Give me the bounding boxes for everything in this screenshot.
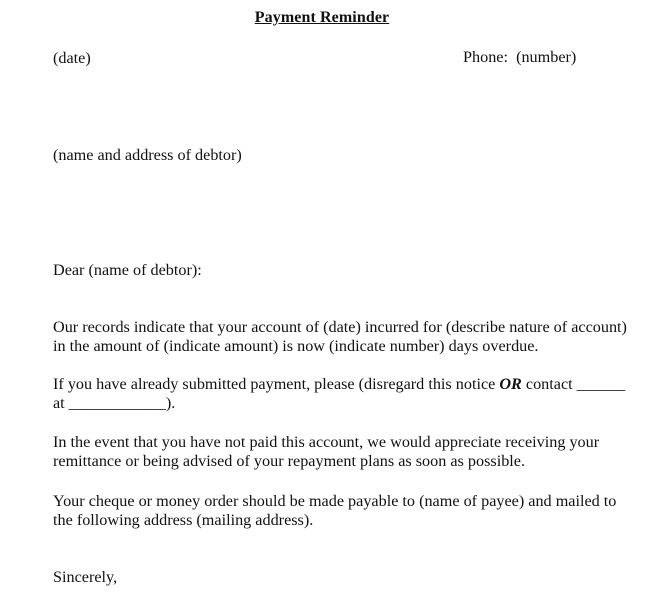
debtor-address-block: (name and address of debtor) — [53, 146, 242, 164]
salutation: Dear (name of debtor): — [53, 261, 202, 279]
paragraph-line — [53, 375, 643, 394]
closing: Sincerely, — [53, 568, 118, 586]
paragraph-line: remittance or being advised of your repayment plans as soon as possible. — [53, 452, 526, 470]
letter-title: Payment Reminder — [254, 9, 390, 26]
paragraph-text: If you have already submitted payment, please (disregard this notice — [53, 375, 500, 393]
date-placeholder: (date) — [53, 49, 91, 67]
paragraph-not-paid — [53, 433, 643, 471]
emphasis-or: OR — [499, 375, 522, 393]
paragraph-line: Our records indicate that your account of (date) incurred for (describe nature of account) — [53, 318, 627, 336]
phone-value: (number) — [516, 48, 577, 66]
paragraph-payment-instructions — [53, 492, 643, 530]
paragraph-line: Your cheque or money order should be made payable to (name of payee) and mailed to — [53, 492, 617, 510]
paragraph-line: the following address (mailing address). — [53, 511, 314, 529]
paragraph-already-paid — [53, 375, 643, 413]
paragraph-text: contact ______ — [521, 375, 626, 393]
phone-line — [463, 48, 576, 67]
paragraph-line: in the amount of (indicate amount) is now (indicate number) days overdue. — [53, 337, 539, 355]
paragraph-line: In the event that you have not paid this account, we would appreciate receiving your — [53, 433, 600, 451]
paragraph-line: at ____________). — [53, 394, 176, 412]
phone-label: Phone: — [463, 48, 508, 66]
paragraph-overdue — [53, 318, 643, 356]
